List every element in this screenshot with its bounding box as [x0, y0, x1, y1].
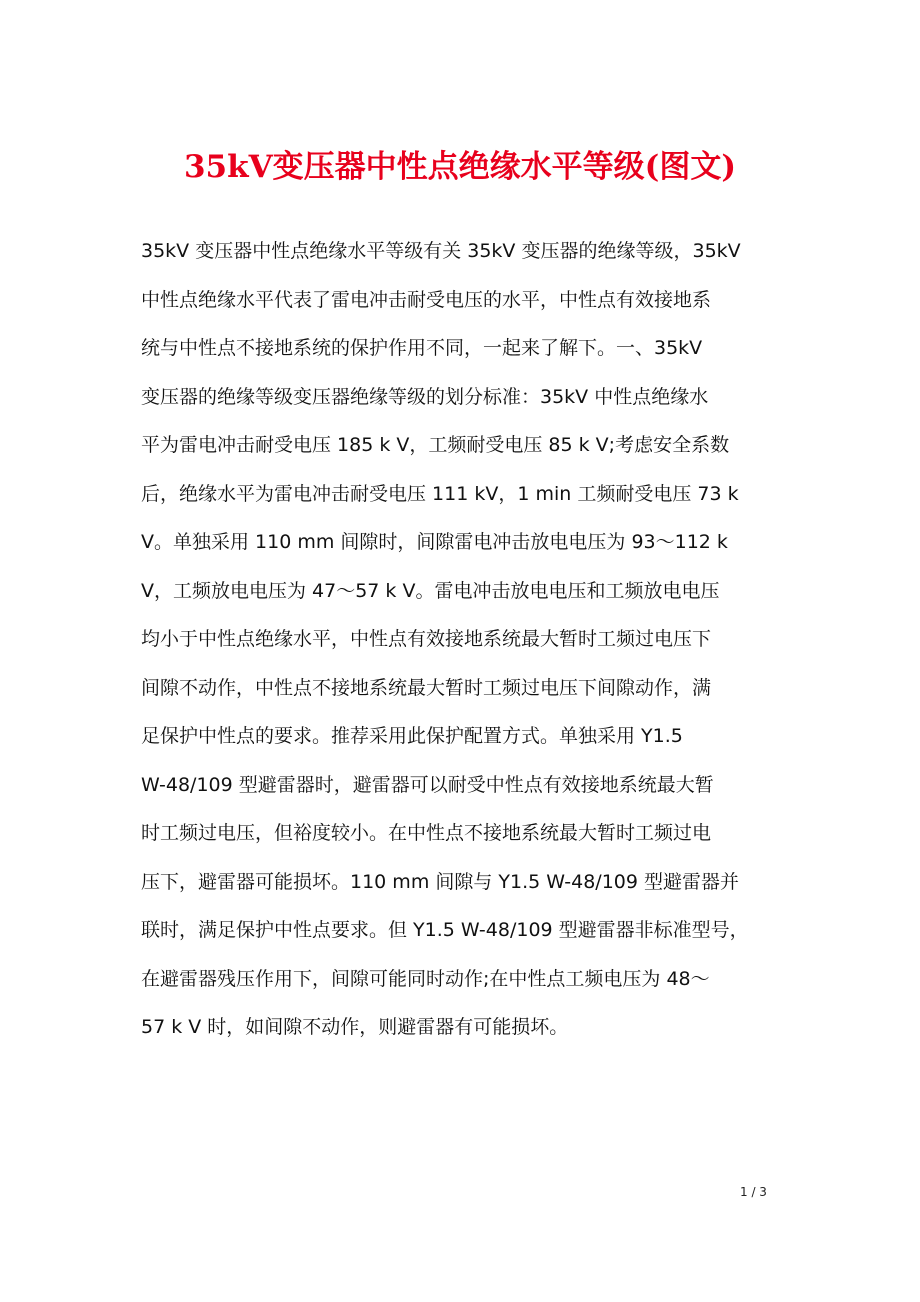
- body-line: 35kV 变压器中性点绝缘水平等级有关 35kV 变压器的绝缘等级，35kV: [141, 240, 741, 262]
- body-line: V，工频放电电压为 47～57 k V。雷电冲击放电电压和工频放电电压: [141, 579, 720, 602]
- body-line: 后，绝缘水平为雷电冲击耐受电压 111 kV，1 min 工频耐受电压 73 k: [141, 482, 739, 505]
- body-line: 中性点绝缘水平代表了雷电冲击耐受电压的水平，中性点有效接地系: [141, 288, 712, 311]
- body-line: 时工频过电压，但裕度较小。在中性点不接地系统最大暂时工频过电: [141, 822, 712, 844]
- body-line: 间隙不动作，中性点不接地系统最大暂时工频过电压下间隙动作，满: [141, 676, 712, 699]
- body-line: W-48/109 型避雷器时，避雷器可以耐受中性点有效接地系统最大暂: [141, 773, 714, 796]
- body-line: V。单独采用 110 mm 间隙时，间隙雷电冲击放电电压为 93～112 k: [141, 531, 728, 553]
- document-body: [141, 227, 797, 1052]
- body-line: 变压器的绝缘等级变压器绝缘等级的划分标准：35kV 中性点绝缘水: [141, 385, 709, 408]
- page-number: 1 / 3: [740, 1185, 767, 1199]
- body-line: 压下，避雷器可能损坏。110 mm 间隙与 Y1.5 W-48/109 型避雷器并: [141, 870, 740, 893]
- body-line: 平为雷电冲击耐受电压 185 k V，工频耐受电压 85 k V;考虑安全系数: [141, 434, 730, 456]
- body-line: 统与中性点不接地系统的保护作用不同，一起来了解下。一、35kV: [141, 337, 703, 359]
- body-line: 在避雷器残压作用下，间隙可能同时动作;在中性点工频电压为 48～: [141, 967, 710, 990]
- body-line: 57 k V 时，如间隙不动作，则避雷器有可能损坏。: [141, 1016, 569, 1038]
- body-line: 联时，满足保护中性点要求。但 Y1.5 W-48/109 型避雷器非标准型号，: [141, 919, 749, 941]
- body-line: 均小于中性点绝缘水平，中性点有效接地系统最大暂时工频过电压下: [141, 628, 712, 650]
- body-line: 足保护中性点的要求。推荐采用此保护配置方式。单独采用 Y1.5: [141, 725, 683, 747]
- document-title: 35kV变压器中性点绝缘水平等级(图文): [183, 149, 736, 185]
